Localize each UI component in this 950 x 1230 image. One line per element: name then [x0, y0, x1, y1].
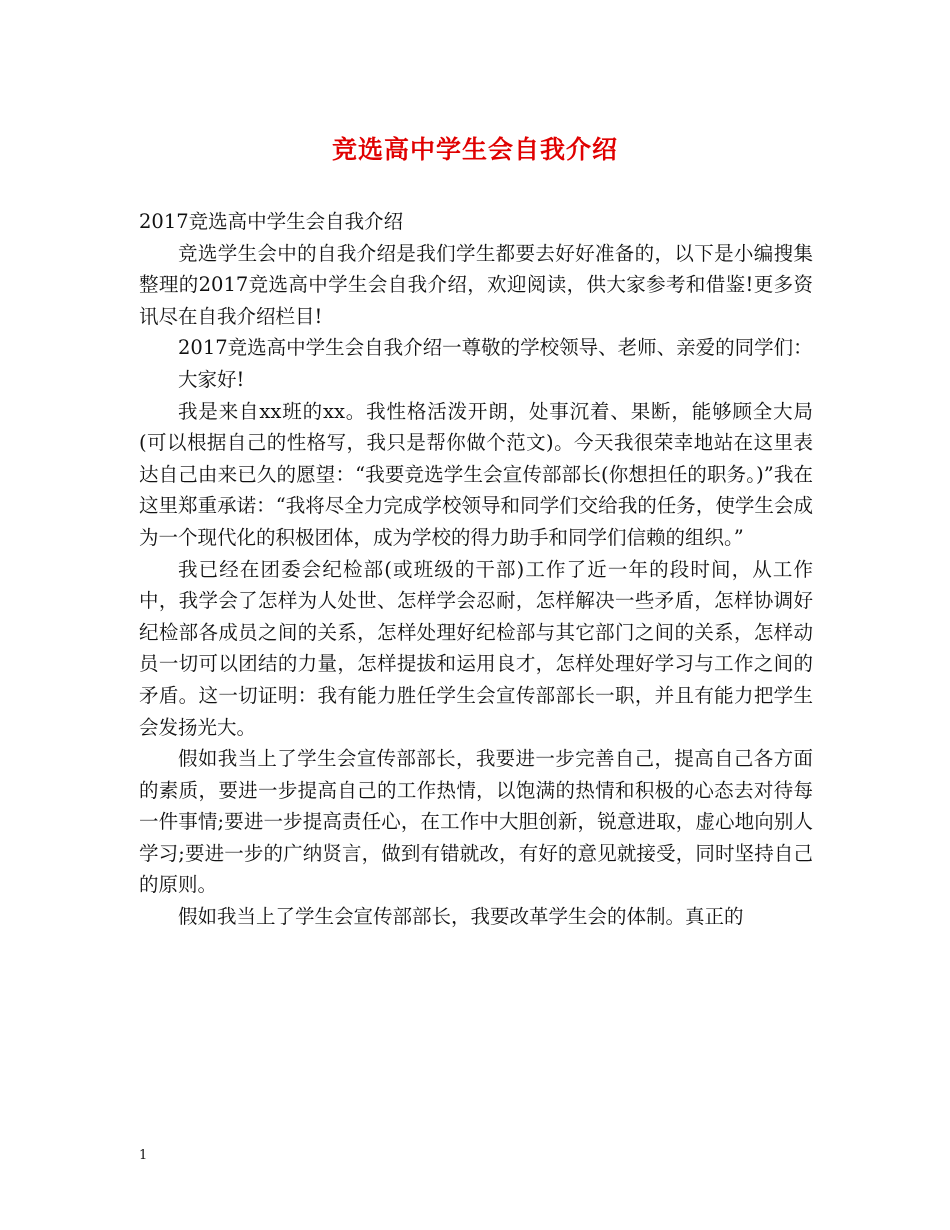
- page-number: 1: [139, 1148, 148, 1163]
- document-body: [139, 206, 813, 933]
- paragraph: 我是来自xx班的xx。我性格活泼开朗，处事沉着、果断，能够顾全大局(可以根据自己的性格写，我只是帮你做个范文)。今天我很荣幸地站在这里表达自己由来已久的愿望：“我要竞选学生会宣传部部长(你想担任的职务。)”我在这里郑重承诺：“我将尽全力完成学校领导和同学们交给我的任务，使学生会成为一个现代化的积极团体，成为学校的得力助手和同学们信赖的组织。”: [139, 399, 813, 549]
- document-title: 竞选高中学生会自我介绍: [331, 135, 618, 164]
- paragraph: 我已经在团委会纪检部(或班级的干部)工作了近一年的段时间，从工作中，我学会了怎样为人处世、怎样学会忍耐，怎样解决一些矛盾，怎样协调好纪检部各成员之间的关系，怎样处理好纪检部与其它部门之间的关系，怎样动员一切可以团结的力量，怎样提拔和运用良才，怎样处理好学习与工作之间的矛盾。这一切证明：我有能力胜任学生会宣传部部长一职，并且有能力把学生会发扬光大。: [139, 557, 813, 739]
- paragraph: 大家好!: [178, 367, 245, 391]
- paragraph: 竞选学生会中的自我介绍是我们学生都要去好好准备的，以下是小编搜集整理的2017竞选高中学生会自我介绍，欢迎阅读，供大家参考和借鉴!更多资讯尽在自我介绍栏目!: [139, 241, 813, 328]
- document-subtitle: 2017竞选高中学生会自我介绍: [139, 210, 404, 233]
- paragraph: 2017竞选高中学生会自我介绍一尊敬的学校领导、老师、亲爱的同学们：: [178, 336, 813, 360]
- paragraph: 假如我当上了学生会宣传部部长，我要进一步完善自己，提高自己各方面的素质，要进一步提高自己的工作热情，以饱满的热情和积极的心态去对待每一件事情;要进一步提高责任心，在工作中大胆创新，锐意进取，虚心地向别人学习;要进一步的广纳贤言，做到有错就改，有好的意见就接受，同时坚持自己的原则。: [139, 747, 813, 897]
- paragraph: 假如我当上了学生会宣传部部长，我要改革学生会的体制。真正的: [178, 905, 744, 929]
